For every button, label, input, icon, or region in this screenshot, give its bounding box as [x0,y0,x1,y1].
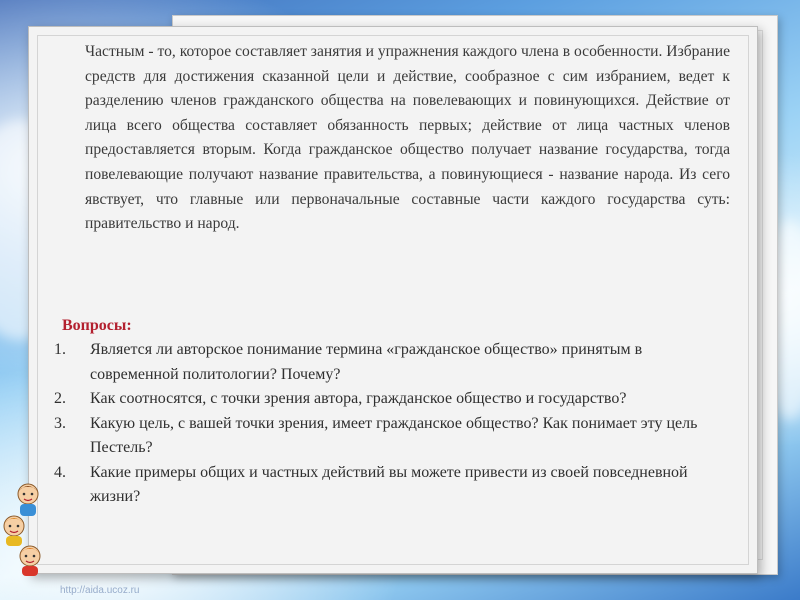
question-item [52,338,732,387]
main-paragraph: Частным - то, которое составляет занятия и упражнения каждого члена в особенности. Избрание средств для достижения сказанной цели и действие, сообразное с сим избранием, ведет к разделению членов гражданского общества на повелевающих и повинующихся. Действие от лица всего общества составляет обязанность первых; действие от лица частных членов предоставляется вторым. Когда гражданское общество получает название государства, тогда повелевающие получают название правительства, а повинующиеся - название народа. Из сего явствует, что главные или первоначальные составные части каждого государства суть: правительство и народ. [85,43,730,233]
question-item [52,461,732,510]
question-text: Какую цель, с вашей точки зрения, имеет гражданское общество? Как понимает эту цель Пестель? [90,414,698,456]
questions-list [52,338,732,510]
question-number: 2. [54,390,66,407]
cartoon-kids-icon [0,478,52,578]
question-text: Какие примеры общих и частных действий вы можете привести из своей повседневной жизни? [90,463,688,505]
question-number: 1. [54,341,66,358]
question-item [52,387,732,412]
question-item [52,412,732,461]
question-text: Как соотносятся, с точки зрения автора, гражданское общество и государство? [90,390,627,407]
question-number: 3. [54,414,66,432]
question-number: 4. [54,463,66,481]
questions-heading: Вопросы: [62,317,132,334]
question-text: Является ли авторское понимание термина «гражданское общество» принятым в современной политологии? Почему? [90,341,643,383]
watermark-url: http://aida.ucoz.ru [60,585,140,596]
